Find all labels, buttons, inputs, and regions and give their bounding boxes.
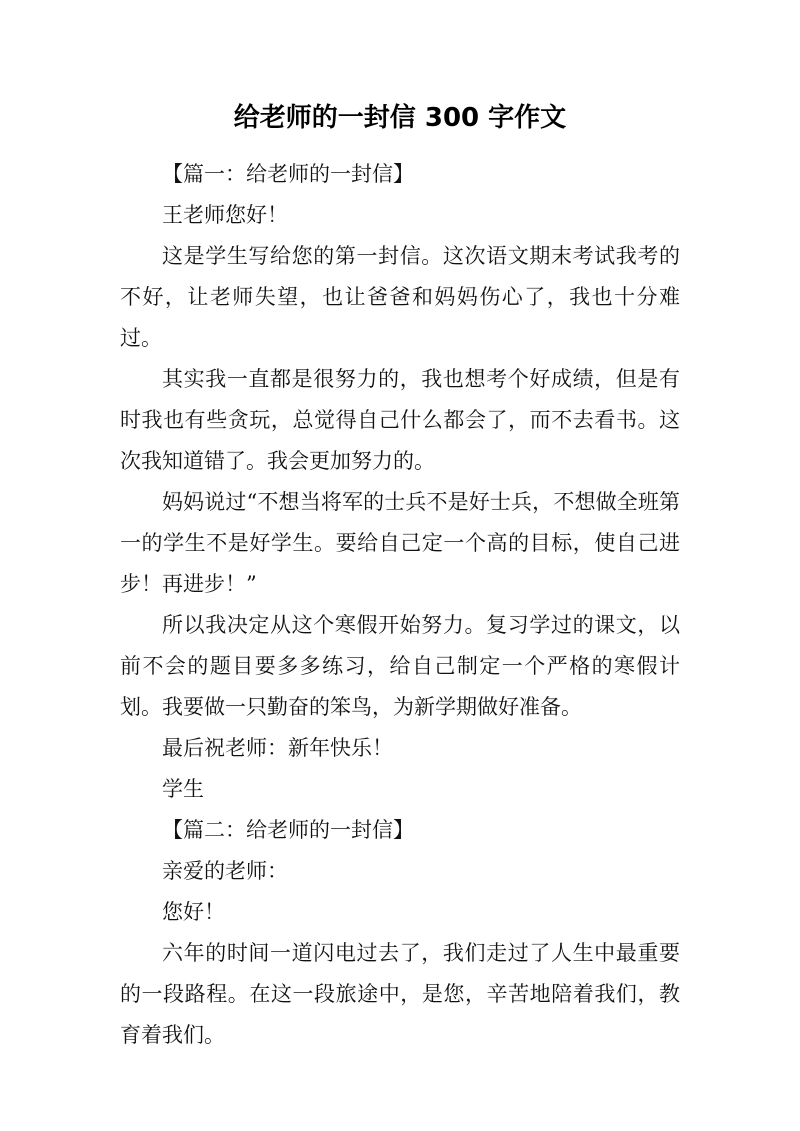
paragraph-section-2-heading: 【篇二：给老师的一封信】 bbox=[162, 818, 414, 842]
paragraph-closing-1: 最后祝老师：新年快乐！ bbox=[162, 736, 393, 760]
paragraph-body-3: 妈妈说过“不想当将军的士兵不是好士兵，不想做全班第一的学生不是好学生。要给自己定一个高的目标，使自己进步！再进步！” bbox=[120, 490, 680, 596]
paragraph-greeting-1: 王老师您好！ bbox=[162, 203, 288, 227]
paragraph-signature-1: 学生 bbox=[162, 777, 204, 801]
paragraph-section-1-heading: 【篇一：给老师的一封信】 bbox=[162, 162, 414, 186]
paragraph-body-1: 这是学生写给您的第一封信。这次语文期末考试我考的不好，让老师失望，也让爸爸和妈妈伤心了，我也十分难过。 bbox=[120, 244, 680, 350]
paragraph-body-4: 所以我决定从这个寒假开始努力。复习学过的课文，以前不会的题目要多多练习，给自己制定一个严格的寒假计划。我要做一只勤奋的笨鸟，为新学期做好准备。 bbox=[120, 613, 680, 719]
paragraph-body-2: 其实我一直都是很努力的，我也想考个好成绩，但是有时我也有些贪玩，总觉得自己什么都会了，而不去看书。这次我知道错了。我会更加努力的。 bbox=[120, 367, 680, 473]
paragraph-body-5: 六年的时间一道闪电过去了，我们走过了人生中最重要的一段路程。在这一段旅途中，是您，辛苦地陪着我们，教育着我们。 bbox=[120, 941, 680, 1047]
document-title: 给老师的一封信 300 字作文 bbox=[233, 103, 567, 133]
paragraph-greeting-3: 您好！ bbox=[162, 900, 225, 924]
paragraph-greeting-2: 亲爱的老师： bbox=[162, 859, 288, 883]
